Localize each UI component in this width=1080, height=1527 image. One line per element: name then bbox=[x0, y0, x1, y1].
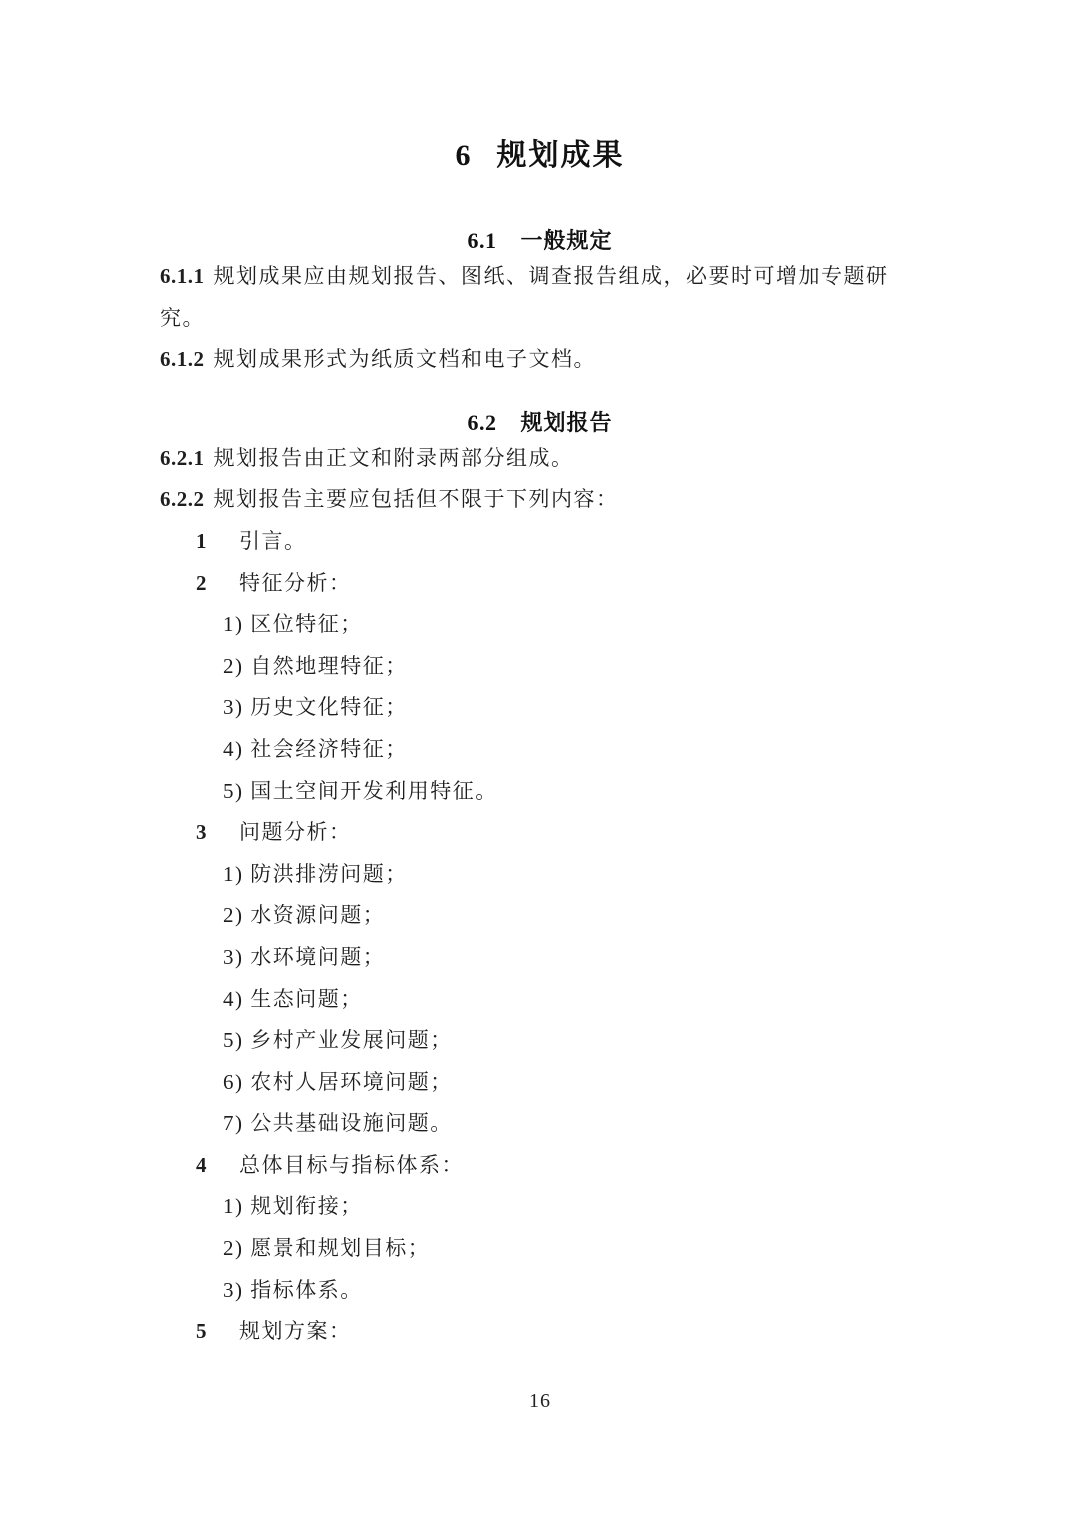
section-name: 规划报告 bbox=[520, 409, 613, 435]
sub-item-3-4: 4) 生态问题； bbox=[223, 986, 363, 1011]
clause-text: 规划报告主要应包括但不限于下列内容： bbox=[213, 487, 619, 512]
list-item-4 bbox=[196, 1145, 922, 1187]
sub-item-3-3: 3) 水环境问题； bbox=[223, 944, 386, 969]
item-text: 引言。 bbox=[239, 528, 307, 553]
chapter-title bbox=[0, 138, 1080, 174]
list-item-5 bbox=[196, 1311, 922, 1353]
clause-6-2-1 bbox=[160, 438, 922, 480]
item-number: 5 bbox=[196, 1319, 207, 1344]
clause-number: 6.2.2 bbox=[160, 487, 205, 512]
item-text: 特征分析： bbox=[239, 570, 352, 595]
section-heading-6-2 bbox=[0, 408, 1080, 438]
sub-item-4-2: 2) 愿景和规划目标； bbox=[223, 1236, 431, 1261]
page-number: 16 bbox=[529, 1390, 551, 1412]
sub-item-3-6: 6) 农村人居环境问题； bbox=[223, 1069, 453, 1094]
sub-item-2-2: 2) 自然地理特征； bbox=[223, 653, 408, 678]
item-number: 4 bbox=[196, 1152, 207, 1177]
sub-item-2-3: 3) 历史文化特征； bbox=[223, 695, 408, 720]
list-item-1 bbox=[196, 521, 922, 563]
clause-text: 规划成果应由规划报告、图纸、调查报告组成，必要时可增加专题研究。 bbox=[160, 264, 889, 330]
list-item-3 bbox=[196, 812, 922, 854]
clause-number: 6.1.2 bbox=[160, 347, 205, 372]
sub-item-3-7: 7) 公共基础设施问题。 bbox=[223, 1111, 453, 1136]
section-heading-6-1 bbox=[0, 226, 1080, 256]
clause-text: 规划报告由正文和附录两部分组成。 bbox=[213, 445, 574, 470]
clause-6-2-2 bbox=[160, 479, 922, 521]
item-text: 总体目标与指标体系： bbox=[239, 1152, 464, 1177]
sub-item-3-2: 2) 水资源问题； bbox=[223, 903, 386, 928]
section-name: 一般规定 bbox=[520, 228, 613, 253]
sub-item-2-1: 1) 区位特征； bbox=[223, 612, 363, 637]
sub-item-4-3: 3) 指标体系。 bbox=[223, 1277, 363, 1302]
sub-item-3-5: 5) 乡村产业发展问题； bbox=[223, 1028, 453, 1053]
clause-text: 规划成果形式为纸质文档和电子文档。 bbox=[213, 347, 596, 372]
item-number: 2 bbox=[196, 570, 207, 595]
clause-number: 6.2.1 bbox=[160, 445, 205, 470]
sub-item-2-4: 4) 社会经济特征； bbox=[223, 736, 408, 761]
item-number: 1 bbox=[196, 528, 207, 553]
item-number: 3 bbox=[196, 820, 207, 845]
clause-number: 6.1.1 bbox=[160, 264, 205, 288]
clause-6-1-1 bbox=[160, 256, 922, 339]
item-text: 规划方案： bbox=[239, 1319, 352, 1344]
chapter-name: 规划成果 bbox=[496, 139, 625, 172]
sub-item-3-1: 1) 防洪排涝问题； bbox=[223, 861, 408, 886]
list-item-2 bbox=[196, 563, 922, 605]
section-number: 6.2 bbox=[467, 409, 497, 435]
sub-item-4-1: 1) 规划衔接； bbox=[223, 1194, 363, 1219]
clause-6-1-2 bbox=[160, 339, 922, 381]
item-text: 问题分析： bbox=[239, 820, 352, 845]
sub-item-2-5: 5) 国土空间开发利用特征。 bbox=[223, 778, 498, 803]
section-number: 6.1 bbox=[467, 228, 497, 253]
chapter-number: 6 bbox=[455, 139, 471, 172]
